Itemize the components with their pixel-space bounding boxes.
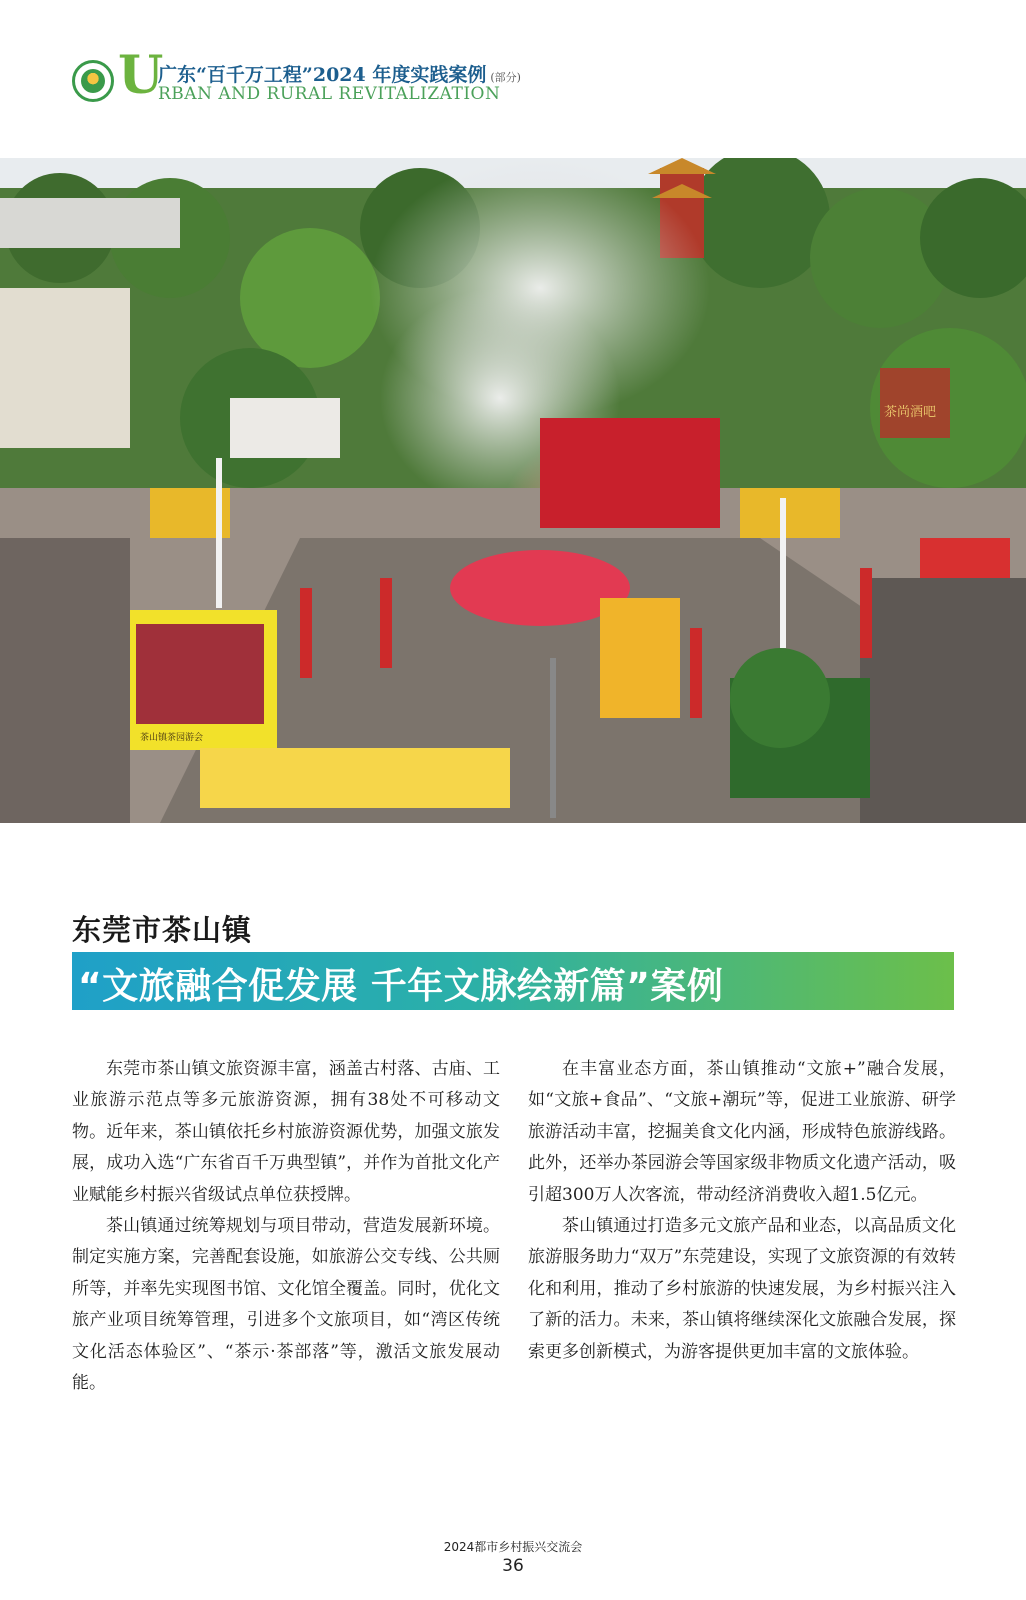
header-title-suffix: (部分) (490, 71, 521, 84)
header-title (158, 60, 521, 87)
right-column (528, 1054, 956, 1368)
header-initial: U (118, 45, 164, 106)
screen-caption-text: 茶山镇茶园游会 (140, 733, 204, 743)
festival-photo-image (0, 158, 1026, 823)
right-paragraph-1: 在丰富业态方面，茶山镇推动“文旅+”融合发展，如“文旅+食品”、“文旅+潮玩”等，促进工业旅游、研学旅游活动丰富，挖掘美食文化内涵，形成特色旅游线路。此外，还举办茶园游会等国家级非物质文化遗产活动，吸引超300万人次客流，带动经济消费收入超1.5亿元。 (528, 1059, 956, 1205)
headline-banner (72, 952, 954, 1010)
festival-photo (0, 158, 1026, 823)
page-number: 36 (502, 1556, 524, 1576)
shop-sign-text: 茶尚酒吧 (884, 405, 937, 420)
footer-org: 2024都市乡村振兴交流会 (443, 1540, 583, 1554)
left-paragraph-1: 东莞市茶山镇文旅资源丰富，涵盖古村落、古庙、工业旅游示范点等多元旅游资源，拥有38处不可移动文物。近年来，茶山镇依托乡村旅游资源优势，加强文旅发展，成功入选“广东省百千万典型镇”，并作为首批文化产业赋能乡村振兴省级试点单位获授牌。 (72, 1059, 500, 1205)
left-paragraph-2: 茶山镇通过统筹规划与项目带动，营造发展新环境。制定实施方案，完善配套设施，如旅游公交专线、公共厕所等，并率先实现图书馆、文化馆全覆盖。同时，优化文旅产业项目统筹管理，引进多个文旅项目，如“湾区传统文化活态体验区”、“茶示·茶部落”等，激活文旅发展动能。 (72, 1216, 500, 1394)
header-subtitle: RBAN AND RURAL REVITALIZATION (158, 84, 501, 104)
article-headline: “文旅融合促发展 千年文脉绘新篇”案例 (78, 966, 724, 1007)
header-title-text: 广东“百千万工程”2024 年度实践案例 (158, 64, 487, 86)
page-header (72, 45, 692, 112)
logo-icon (72, 60, 114, 102)
right-paragraph-2: 茶山镇通过打造多元文旅产品和业态，以高品质文化旅游服务助力“双万”东莞建设，实现了文旅资源的有效转化和利用，推动了乡村旅游的快速发展，为乡村振兴注入了新的活力。未来，茶山镇将继续深化文旅融合发展，探索更多创新模式，为游客提供更加丰富的文旅体验。 (528, 1216, 956, 1362)
left-column (72, 1054, 500, 1399)
article-place: 东莞市茶山镇 (72, 913, 253, 947)
